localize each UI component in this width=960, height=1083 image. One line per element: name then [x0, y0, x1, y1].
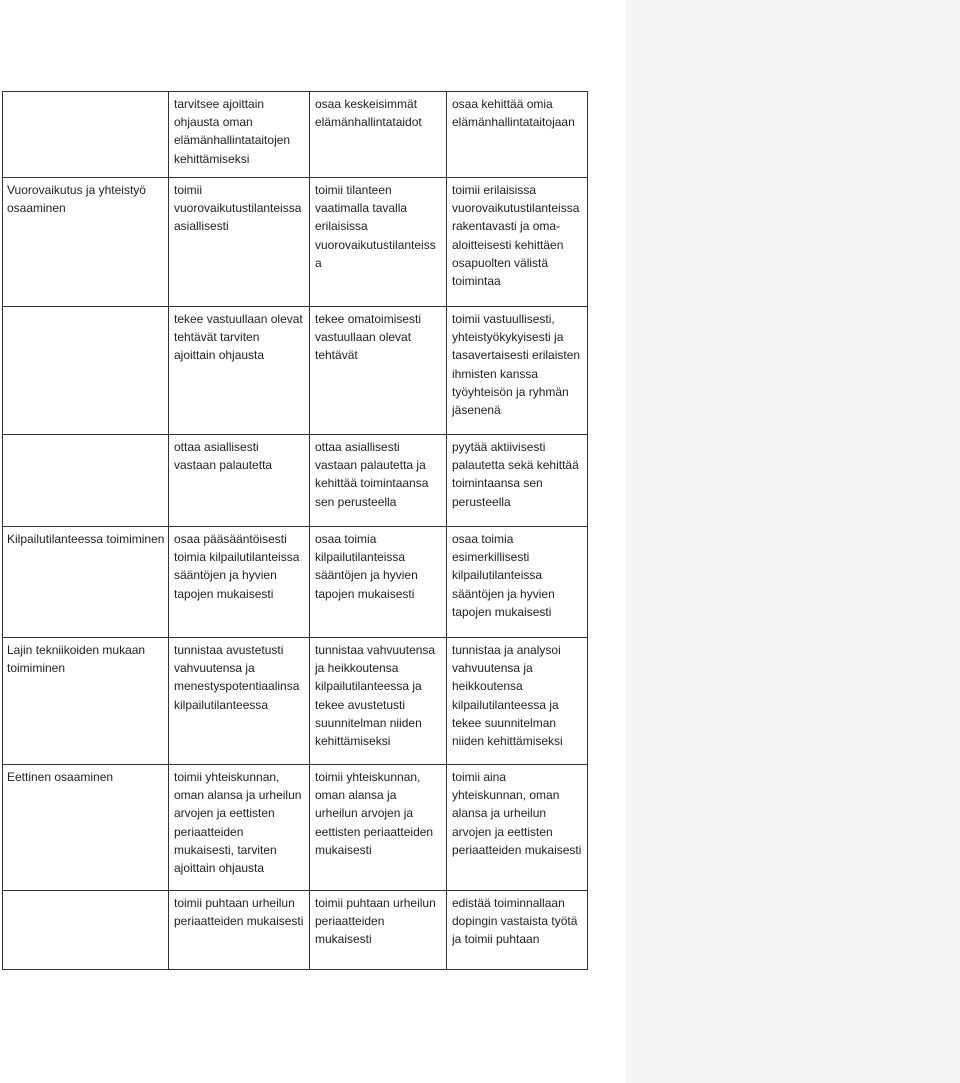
table-row: [3, 638, 588, 765]
criteria-cell: ottaa asiallisesti vastaan palautetta ja kehittää toimintaansa sen perusteella: [310, 435, 447, 527]
criteria-cell: toimii tilanteen vaatimalla tavalla erilaisissa vuorovaikutustilanteissa: [310, 178, 447, 307]
table-row: [3, 307, 588, 435]
criteria-cell: osaa pääsääntöisesti toimia kilpailutilanteissa sääntöjen ja hyvien tapojen mukaisesti: [169, 527, 310, 638]
table-row: [3, 435, 588, 527]
header-cell-level-3: osaa kehittää omia elämänhallintataitojaan: [447, 92, 588, 178]
criteria-cell: osaa toimia kilpailutilanteissa sääntöjen ja hyvien tapojen mukaisesti: [310, 527, 447, 638]
criteria-cell: tunnistaa vahvuutensa ja heikkoutensa kilpailutilanteessa ja tekee avustetusti suunnitelman niiden kehittämiseksi: [310, 638, 447, 765]
row-label-cell: [3, 891, 169, 970]
table-row: [3, 765, 588, 891]
criteria-cell: toimii yhteiskunnan, oman alansa ja urheilun arvojen ja eettisten periaatteiden mukaisesti, tarviten ajoittain ohjausta: [169, 765, 310, 891]
criteria-cell: tunnistaa ja analysoi vahvuutensa ja heikkoutensa kilpailutilanteessa ja tekee suunnitelman niiden kehittämiseksi: [447, 638, 588, 765]
criteria-cell: toimii puhtaan urheilun periaatteiden mukaisesti: [169, 891, 310, 970]
row-label-cell: Vuorovaikutus ja yhteistyö osaaminen: [3, 178, 169, 307]
table-row: [3, 891, 588, 970]
header-cell-level-2: osaa keskeisimmät elämänhallintataidot: [310, 92, 447, 178]
criteria-cell: tekee omatoimisesti vastuullaan olevat tehtävät: [310, 307, 447, 435]
criteria-cell: toimii vastuullisesti, yhteistyökykyisesti ja tasavertaisesti erilaisten ihmisten kanssa työyhteisön ja ryhmän jäsenenä: [447, 307, 588, 435]
table-row: [3, 527, 588, 638]
criteria-cell: toimii puhtaan urheilun periaatteiden mukaisesti: [310, 891, 447, 970]
side-panel: [626, 0, 960, 1083]
criteria-cell: toimii vuorovaikutustilanteissa asiallisesti: [169, 178, 310, 307]
criteria-cell: edistää toiminnallaan dopingin vastaista työtä ja toimii puhtaan: [447, 891, 588, 970]
criteria-cell: tekee vastuullaan olevat tehtävät tarviten ajoittain ohjausta: [169, 307, 310, 435]
row-label-cell: Eettinen osaaminen: [3, 765, 169, 891]
criteria-cell: pyytää aktiivisesti palautetta sekä kehittää toimintaansa sen perusteella: [447, 435, 588, 527]
header-cell-level-1: tarvitsee ajoittain ohjausta oman elämänhallintataitojen kehittämiseksi: [169, 92, 310, 178]
criteria-cell: tunnistaa avustetusti vahvuutensa ja menestyspotentiaalinsa kilpailutilanteessa: [169, 638, 310, 765]
row-label-cell: [3, 435, 169, 527]
table-header-row: [3, 92, 588, 178]
table-row: [3, 178, 588, 307]
assessment-criteria-table: [2, 91, 588, 970]
row-label-cell: [3, 307, 169, 435]
row-label-cell: Lajin tekniikoiden mukaan toimiminen: [3, 638, 169, 765]
row-label-cell: Kilpailutilanteessa toimiminen: [3, 527, 169, 638]
header-label-cell: [3, 92, 169, 178]
criteria-cell: toimii aina yhteiskunnan, oman alansa ja urheilun arvojen ja eettisten periaatteiden mukaisesti: [447, 765, 588, 891]
criteria-cell: osaa toimia esimerkillisesti kilpailutilanteissa sääntöjen ja hyvien tapojen mukaisesti: [447, 527, 588, 638]
criteria-cell: ottaa asiallisesti vastaan palautetta: [169, 435, 310, 527]
criteria-cell: toimii erilaisissa vuorovaikutustilanteissa rakentavasti ja oma-aloitteisesti kehittäen osapuolten välistä toimintaa: [447, 178, 588, 307]
criteria-cell: toimii yhteiskunnan, oman alansa ja urheilun arvojen ja eettisten periaatteiden mukaisesti: [310, 765, 447, 891]
